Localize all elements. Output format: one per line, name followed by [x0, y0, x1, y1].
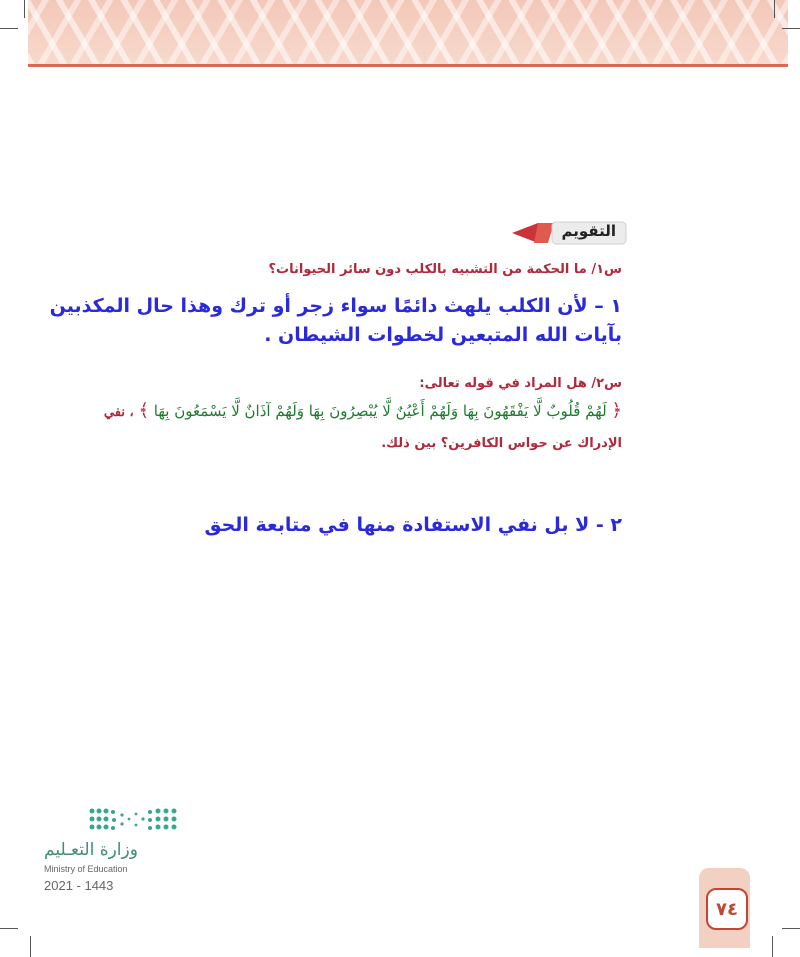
ministry-year: 2021 - 1443 [44, 878, 114, 893]
crop-mark [782, 28, 800, 29]
answer-1: ١ – لأن الكلب يلهث دائمًا سواء زجر أو ترك وهذا حال المكذبين بآيات الله المتبعين لخطوات الشيطان . [49, 295, 622, 346]
verse-suffix: ، نفي [103, 405, 134, 420]
ministry-name-english: Ministry of Education [44, 864, 128, 874]
verse-close-bracket: ﴾ [138, 400, 149, 421]
crop-mark [24, 0, 25, 18]
crop-mark [0, 28, 18, 29]
ministry-logo-icon [88, 806, 180, 834]
verse-text: لَهُمْ قُلُوبٌ لَّا يَفْقَهُونَ بِهَا وَلَهُمْ أَعْيُنٌ لَّا يُبْصِرُونَ بِهَا وَلَهُمْ آذَانٌ لَّا يَسْمَعُونَ بِهَا [153, 402, 607, 420]
question-2-continuation: الإدراك عن حواس الكافرين؟ بين ذلك. [381, 436, 622, 451]
page-number: ٧٤ [706, 888, 748, 930]
ministry-name-arabic: وزارة التعـليم [44, 840, 138, 860]
header-divider [28, 64, 788, 67]
header-banner [28, 0, 788, 64]
answer-2: ٢ - لا بل نفي الاستفادة منها في متابعة الحق [204, 514, 622, 536]
quran-verse [32, 400, 622, 421]
verse-open-bracket: ﴿ [611, 400, 622, 421]
question-1: س١/ ما الحكمة من التشبيه بالكلب دون سائر الحيوانات؟ [268, 262, 622, 277]
section-title: التقويم [561, 222, 616, 240]
section-tag [508, 220, 628, 246]
crop-mark [772, 936, 773, 957]
crop-mark [782, 928, 800, 929]
question-2: س٢/ هل المراد في قوله تعالى: [419, 376, 622, 391]
crop-mark [0, 928, 18, 929]
crop-mark [774, 0, 775, 18]
crop-mark [30, 936, 31, 957]
